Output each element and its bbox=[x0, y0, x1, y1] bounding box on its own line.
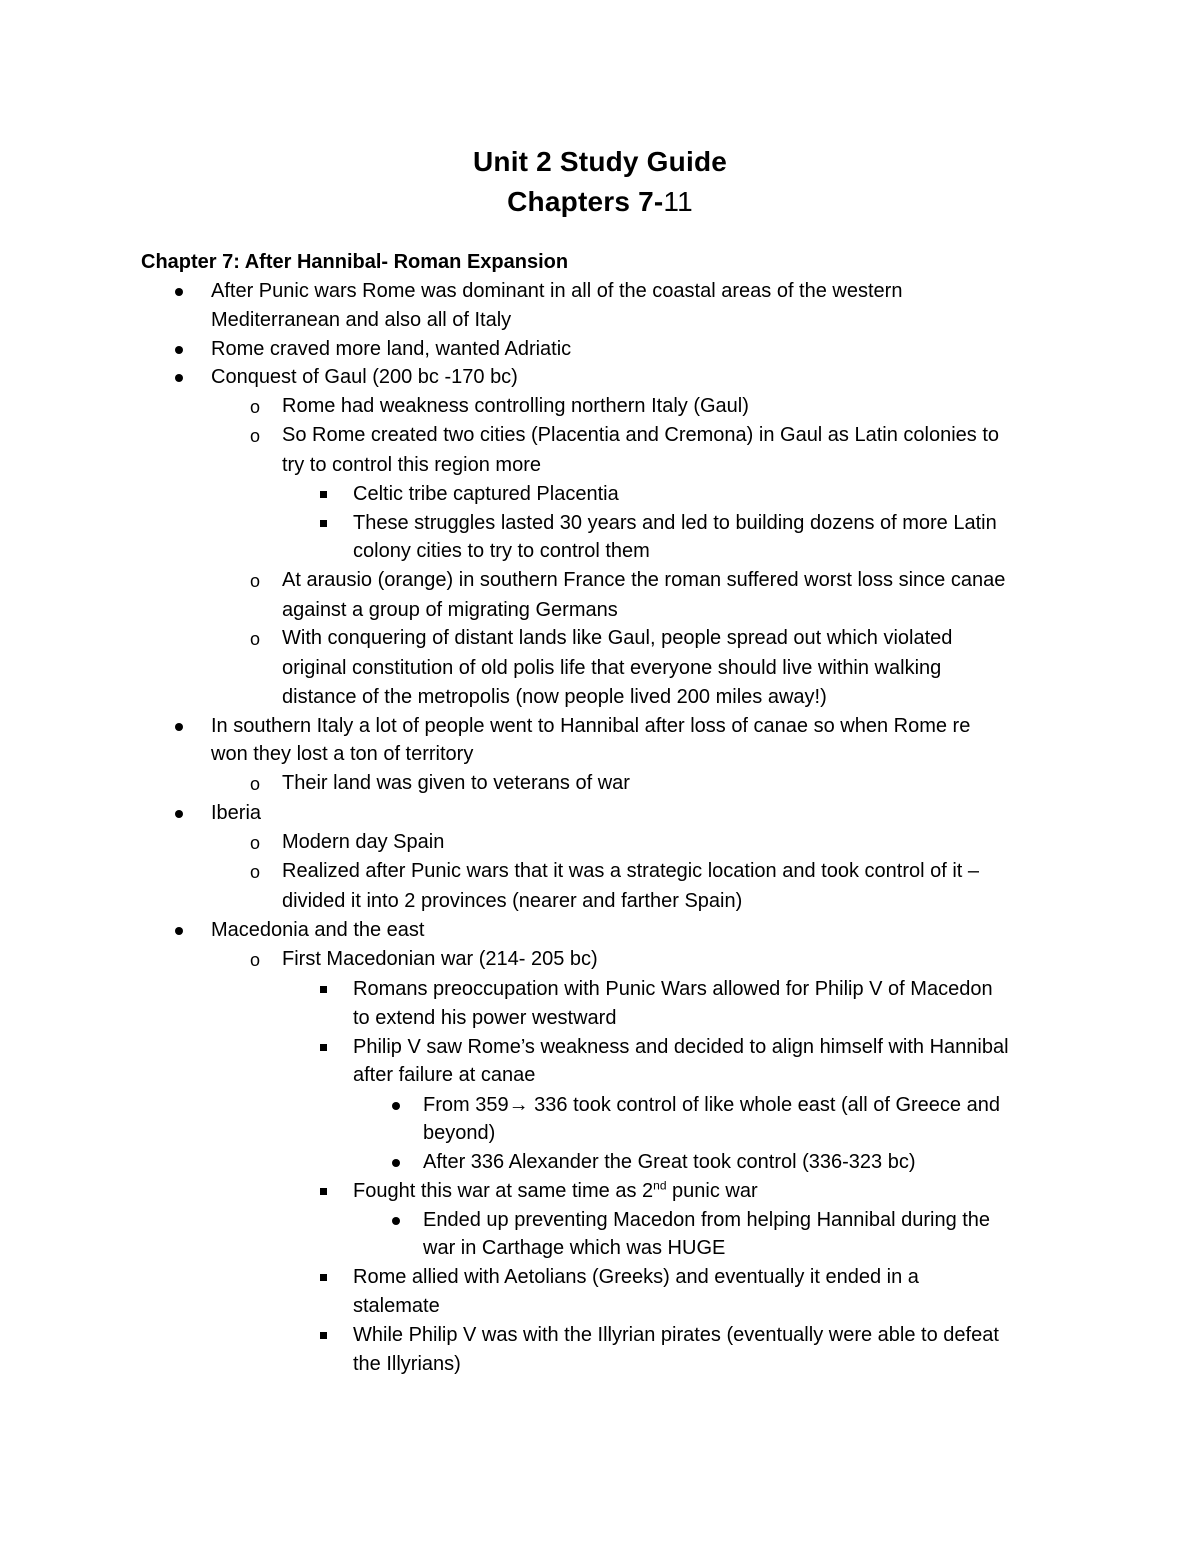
document-title: Unit 2 Study Guide bbox=[472, 146, 728, 177]
list-item: Modern day Spain bbox=[282, 831, 445, 853]
bullet-circle-icon: o bbox=[249, 629, 260, 649]
bullet-disc-icon bbox=[172, 337, 186, 361]
list-item: With conquering of distant lands like Gaul, people spread out which violated bbox=[282, 627, 953, 649]
list-item-continuation: the Illyrians) bbox=[353, 1353, 461, 1375]
list-item-continuation: colony cities to try to control them bbox=[353, 540, 650, 562]
bullet-disc-icon bbox=[389, 1093, 403, 1117]
bullet-disc-icon bbox=[172, 365, 186, 389]
bullet-circle-icon: o bbox=[249, 833, 260, 853]
list-item-continuation: won they lost a ton of territory bbox=[211, 743, 474, 765]
list-item: Rome craved more land, wanted Adriatic bbox=[211, 338, 572, 360]
document-subtitle: Chapters 7-11 bbox=[507, 186, 693, 217]
list-item-continuation: divided it into 2 provinces (nearer and farther Spain) bbox=[282, 890, 743, 912]
list-item-continuation: try to control this region more bbox=[282, 454, 541, 476]
bullet-disc-icon bbox=[172, 714, 186, 738]
list-item: At arausio (orange) in southern France the roman suffered worst loss since canae bbox=[282, 569, 1006, 591]
bullet-square-icon bbox=[316, 482, 330, 506]
list-item-continuation: distance of the metropolis (now people lived 200 miles away!) bbox=[282, 686, 827, 708]
bullet-square-icon bbox=[316, 977, 330, 1001]
list-item: Philip V saw Rome’s weakness and decided to align himself with Hannibal bbox=[353, 1036, 1009, 1058]
list-item-continuation: to extend his power westward bbox=[353, 1007, 617, 1029]
bullet-circle-icon: o bbox=[249, 397, 260, 417]
list-item: Rome had weakness controlling northern Italy (Gaul) bbox=[282, 395, 749, 417]
list-item: Macedonia and the east bbox=[211, 919, 425, 941]
bullet-circle-icon: o bbox=[249, 426, 260, 446]
list-item: Romans preoccupation with Punic Wars allowed for Philip V of Macedon bbox=[353, 978, 993, 1000]
list-item: After Punic wars Rome was dominant in all of the coastal areas of the western bbox=[211, 280, 903, 302]
list-item: Their land was given to veterans of war bbox=[282, 772, 630, 794]
list-item-continuation: after failure at canae bbox=[353, 1064, 536, 1086]
list-item: Iberia bbox=[211, 802, 262, 824]
list-item-continuation: original constitution of old polis life that everyone should live within walking bbox=[282, 657, 942, 679]
bullet-square-icon bbox=[316, 1035, 330, 1059]
bullet-disc-icon bbox=[389, 1208, 403, 1232]
chapter-heading: Chapter 7: After Hannibal- Roman Expansion bbox=[141, 251, 569, 273]
list-item: These struggles lasted 30 years and led to building dozens of more Latin bbox=[353, 512, 997, 534]
list-item-continuation: beyond) bbox=[423, 1122, 496, 1144]
bullet-disc-icon bbox=[172, 279, 186, 303]
list-item: From 359→ 336 took control of like whole east (all of Greece and bbox=[423, 1094, 1000, 1116]
list-item: Ended up preventing Macedon from helping Hannibal during the bbox=[423, 1209, 991, 1231]
list-item: Fought this war at same time as 2nd punic war bbox=[353, 1178, 758, 1202]
bullet-square-icon bbox=[316, 511, 330, 535]
bullet-disc-icon bbox=[172, 801, 186, 825]
list-item: While Philip V was with the Illyrian pirates (eventually were able to defeat bbox=[353, 1324, 999, 1346]
bullet-square-icon bbox=[316, 1179, 330, 1203]
list-item-continuation: war in Carthage which was HUGE bbox=[423, 1237, 726, 1259]
list-item-continuation: Mediterranean and also all of Italy bbox=[211, 309, 512, 331]
list-item: So Rome created two cities (Placentia and Cremona) in Gaul as Latin colonies to bbox=[282, 424, 1000, 446]
list-item: First Macedonian war (214- 205 bc) bbox=[282, 948, 598, 970]
bullet-square-icon bbox=[316, 1265, 330, 1289]
bullet-circle-icon: o bbox=[249, 774, 260, 794]
bullet-circle-icon: o bbox=[249, 571, 260, 591]
bullet-disc-icon bbox=[172, 918, 186, 942]
bullet-disc-icon bbox=[389, 1150, 403, 1174]
bullet-circle-icon: o bbox=[249, 862, 260, 882]
bullet-square-icon bbox=[316, 1323, 330, 1347]
list-item-continuation: against a group of migrating Germans bbox=[282, 599, 618, 621]
list-item-continuation: stalemate bbox=[353, 1295, 440, 1317]
list-item: In southern Italy a lot of people went to Hannibal after loss of canae so when Rome re bbox=[211, 715, 971, 737]
list-item: Celtic tribe captured Placentia bbox=[353, 483, 619, 505]
list-item: Conquest of Gaul (200 bc -170 bc) bbox=[211, 366, 518, 388]
bullet-circle-icon: o bbox=[249, 950, 260, 970]
list-item: Rome allied with Aetolians (Greeks) and eventually it ended in a bbox=[353, 1266, 919, 1288]
list-item: After 336 Alexander the Great took control (336-323 bc) bbox=[423, 1151, 916, 1173]
list-item: Realized after Punic wars that it was a strategic location and took control of it – bbox=[282, 860, 980, 882]
